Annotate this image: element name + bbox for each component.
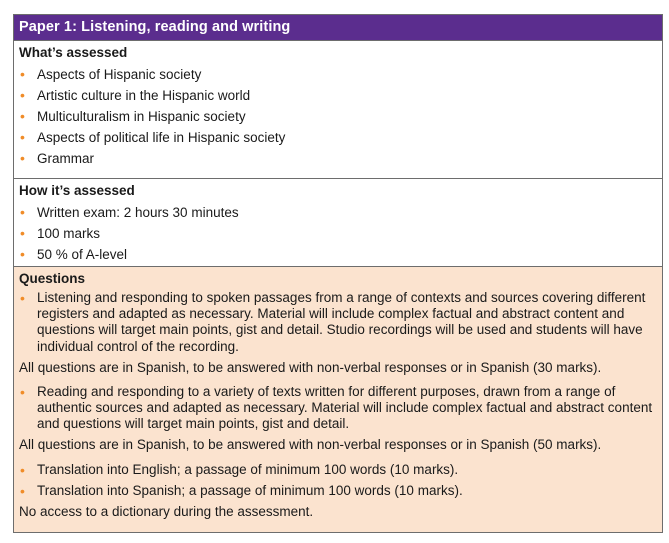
dictionary-note: No access to a dictionary during the assessment. — [19, 504, 314, 520]
listening-list — [19, 290, 656, 355]
list-item: • Artistic culture in the Hispanic world — [19, 85, 656, 106]
reading-list — [19, 384, 656, 433]
bullet-icon: • — [20, 290, 25, 306]
whats-assessed-section — [14, 40, 662, 178]
bullet-icon: • — [20, 383, 25, 400]
questions-heading: Questions — [19, 271, 86, 286]
list-item: • Grammar — [19, 148, 656, 169]
bullet-icon: • — [20, 87, 25, 103]
bullet-icon: • — [20, 204, 25, 220]
bullet-icon: • — [20, 66, 25, 82]
bullet-icon: • — [20, 462, 25, 479]
reading-note: All questions are in Spanish, to be answered with non-verbal responses or in Spanish (50 marks). — [19, 437, 602, 453]
list-item: • Aspects of political life in Hispanic society — [19, 127, 656, 148]
list-item: • Translation into Spanish; a passage of minimum 100 words (10 marks). — [20, 483, 463, 500]
bullet-icon: • — [20, 483, 25, 500]
bullet-icon: • — [20, 129, 25, 145]
list-item: • Listening and responding to spoken passages from a range of contexts and sources covering different registers and adapted as necessary. Material will include complex factual and abstract content and questions will target main points, gist and detail. Studio recordings will be used and students will have individual control of the recording. — [20, 290, 646, 354]
list-item: • Multiculturalism in Hispanic society — [19, 106, 656, 127]
bullet-icon: • — [20, 108, 25, 124]
translation-list — [19, 461, 656, 500]
list-item: • Reading and responding to a variety of texts written for different purposes, drawn from a range of authentic sources and adapted as necessary. Material will include complex factual and abstract content and questions will target main points, gist and detail. — [20, 383, 653, 432]
listening-note: All questions are in Spanish, to be answered with non-verbal responses or in Spanish (30 marks). — [19, 359, 602, 375]
list-item: • Written exam: 2 hours 30 minutes — [19, 202, 656, 223]
bullet-icon: • — [20, 246, 25, 262]
how-assessed-heading: How it’s assessed — [19, 183, 135, 198]
whats-assessed-heading: What’s assessed — [19, 45, 128, 60]
list-item: • Translation into English; a passage of minimum 100 words (10 marks). — [20, 462, 459, 479]
list-item: • Aspects of Hispanic society — [19, 64, 656, 85]
paper-spec-table — [13, 14, 663, 533]
bullet-icon: • — [20, 150, 25, 166]
bullet-icon: • — [20, 225, 25, 241]
list-item: • 100 marks — [19, 223, 656, 244]
list-item: • 50 % of A-level — [19, 244, 656, 265]
whats-assessed-list — [19, 64, 656, 169]
questions-section — [14, 266, 662, 532]
how-assessed-section — [14, 178, 662, 266]
paper-title: Paper 1: Listening, reading and writing — [14, 15, 662, 40]
how-assessed-list — [19, 202, 656, 265]
